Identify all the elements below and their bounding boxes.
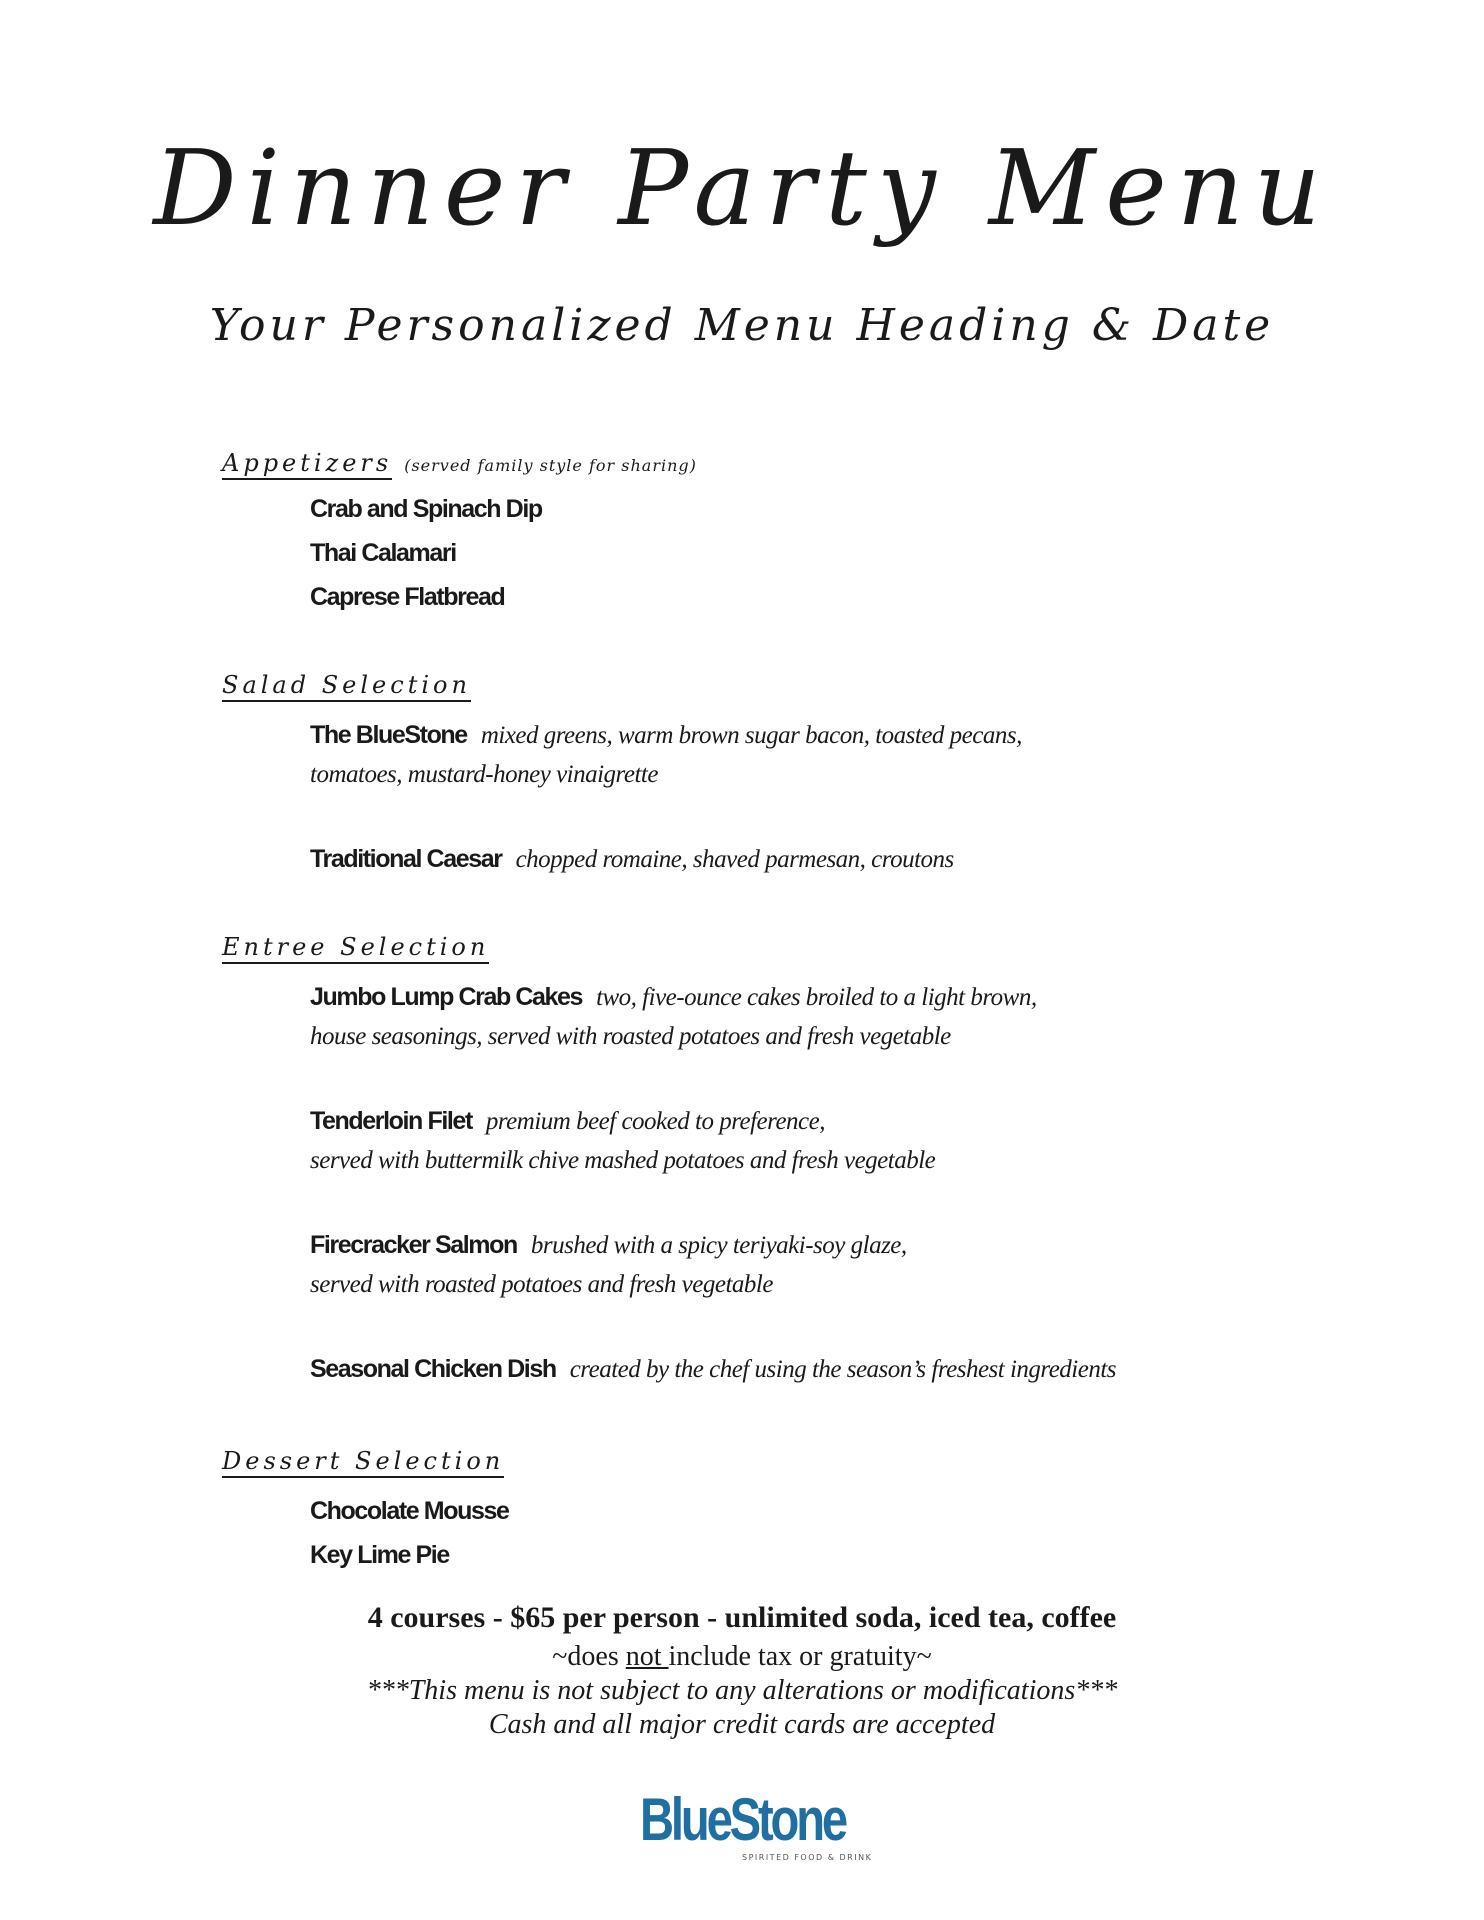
entree-item-name: Seasonal Chicken Dish [310, 1355, 556, 1383]
entree-item [310, 1228, 907, 1263]
dessert-item: Chocolate Mousse [310, 1497, 509, 1525]
entree-item-desc-continued: served with buttermilk chive mashed potatoes and fresh vegetable [310, 1147, 936, 1174]
appetizer-item: Caprese Flatbread [310, 583, 505, 611]
bluestone-logo [640, 1778, 873, 1868]
entree-item-name: Tenderloin Filet [310, 1107, 472, 1135]
entree-section [222, 932, 489, 962]
tax-note-emphasis: not [625, 1641, 669, 1672]
menu-title: Dinner Party Menu [153, 127, 1331, 249]
appetizer-item: Crab and Spinach Dip [310, 495, 542, 523]
dessert-section [222, 1446, 504, 1476]
entree-item [310, 1352, 1116, 1387]
payment-note: Cash and all major credit cards are accepted [488, 1709, 996, 1740]
salad-item-desc-continued: tomatoes, mustard-honey vinaigrette [310, 761, 658, 788]
menu-subtitle: Your Personalized Menu Heading & Date [209, 300, 1275, 351]
entree-item-desc: created by the chef using the season’s freshest ingredients [569, 1356, 1117, 1383]
salad-heading: Salad Selection [222, 671, 471, 702]
policy-note: ***This menu is not subject to any alterations or modifications*** [366, 1675, 1118, 1706]
appetizers-heading: Appetizers [222, 449, 392, 480]
appetizer-item: Thai Calamari [310, 539, 456, 567]
entree-heading: Entree Selection [222, 933, 489, 964]
entree-item-name: Firecracker Salmon [310, 1231, 517, 1259]
entree-item-desc: brushed with a spicy teriyaki-soy glaze, [530, 1232, 907, 1259]
salad-item-desc: chopped romaine, shaved parmesan, croutons [515, 846, 954, 873]
entree-item-desc: premium beef cooked to preference, [485, 1108, 825, 1135]
salad-item-name: Traditional Caesar [310, 845, 502, 873]
appetizers-note: (served family style for sharing) [404, 456, 697, 475]
dessert-heading: Dessert Selection [222, 1447, 504, 1478]
logo-tagline: SPIRITED FOOD & DRINK [742, 1853, 873, 1862]
entree-item [310, 1104, 825, 1139]
salad-item [310, 842, 954, 877]
dessert-item: Key Lime Pie [310, 1541, 449, 1569]
entree-item [310, 980, 1037, 1015]
tax-note: ~does not include tax or gratuity~ [552, 1641, 932, 1672]
logo-wordmark: BlueStone [640, 1786, 848, 1853]
salad-section [222, 670, 471, 700]
entree-item-name: Jumbo Lump Crab Cakes [310, 983, 583, 1011]
entree-item-desc: two, five-ounce cakes broiled to a light brown, [596, 984, 1037, 1011]
entree-item-desc-continued: served with roasted potatoes and fresh vegetable [310, 1271, 773, 1298]
salad-item-name: The BlueStone [310, 721, 467, 749]
salad-item-desc: mixed greens, warm brown sugar bacon, toasted pecans, [480, 722, 1022, 749]
entree-item-desc-continued: house seasonings, served with roasted potatoes and fresh vegetable [310, 1023, 951, 1050]
price-line: 4 courses - $65 per person - unlimited soda, iced tea, coffee [367, 1601, 1117, 1634]
appetizers-section [222, 448, 697, 481]
salad-item [310, 718, 1022, 753]
